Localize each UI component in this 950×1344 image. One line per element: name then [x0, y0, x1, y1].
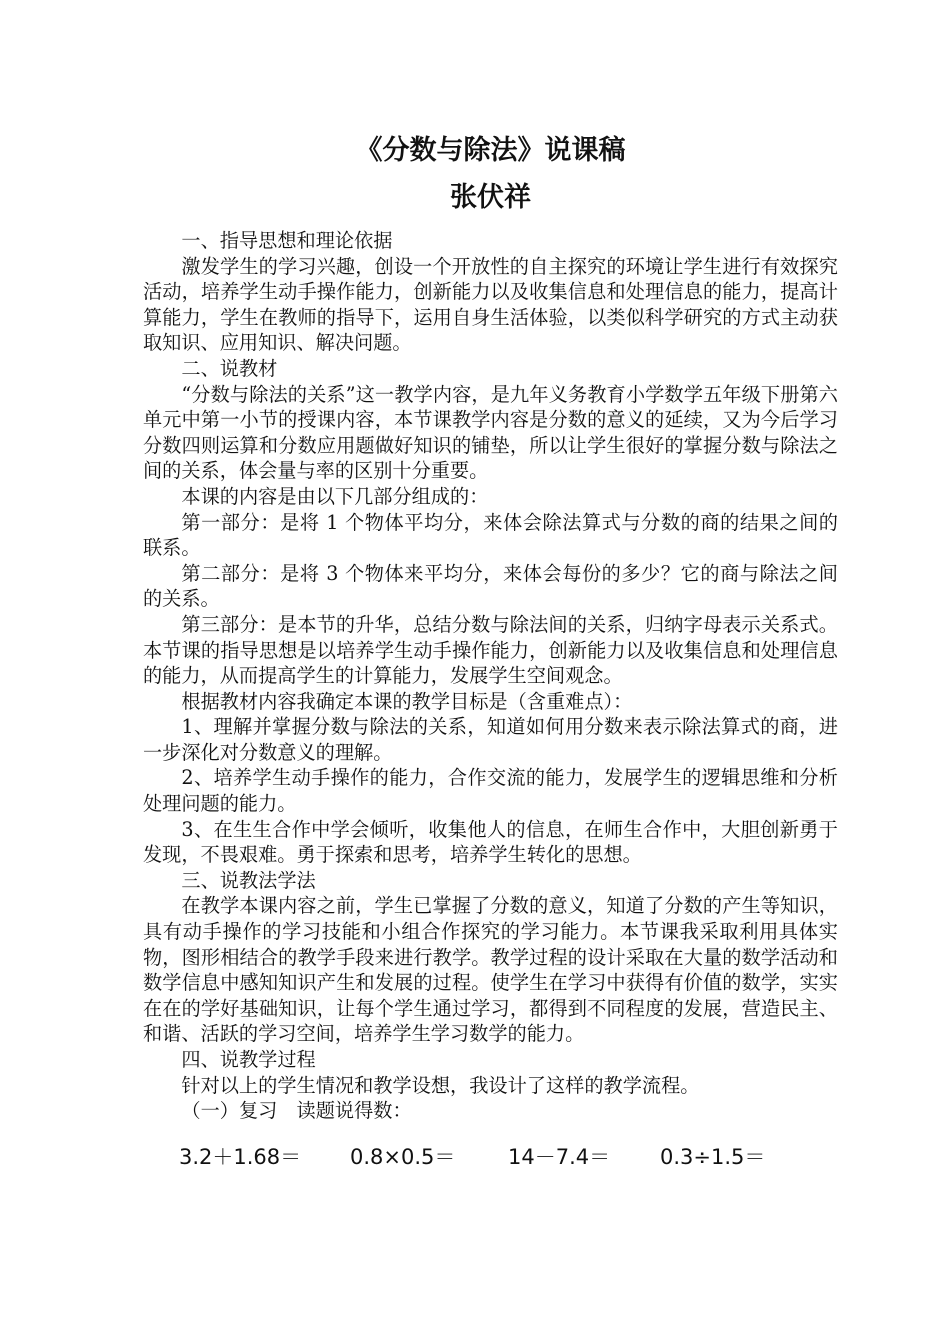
document-content	[143, 130, 838, 1172]
section-heading-guiding-ideas: 一、指导思想和理论依据	[181, 229, 393, 252]
paragraph-textbook-intro: “分数与除法的关系”这一教学内容，是九年义务教育小学数学五年级下册第六单元中第一小节的授课内容，本节课教学内容是分数的意义的延续，又为今后学习分数四则运算和分数应用题做好知识的铺垫，所以让学生很好的掌握分数与除法之间的关系，体会量与率的区别十分重要。	[143, 382, 838, 483]
section-heading-textbook: 二、说教材	[181, 356, 278, 380]
document-body	[143, 228, 838, 1124]
paragraph-part-one: 第一部分：是将 1 个物体平均分，来体会除法算式与分数的商的结果之间的联系。	[143, 510, 838, 560]
document-title: 《分数与除法》说课稿	[355, 135, 626, 166]
paragraph-process-intro: 针对以上的学生情况和教学设想，我设计了这样的教学流程。	[181, 1073, 700, 1097]
paragraph-goal-three: 3、在生生合作中学会倾听，收集他人的信息，在师生合作中，大胆创新勇于发现，不畏艰难。勇于探索和思考，培养学生转化的思想。	[143, 817, 838, 867]
paragraph-review: （一）复习 读题说得数：	[181, 1099, 412, 1123]
section-heading-methods: 三、说教法学法	[181, 868, 316, 892]
equation-item: 3.2＋1.68＝	[179, 1144, 302, 1169]
paragraph-part-two: 第二部分：是将 3 个物体来平均分，来体会每份的多少？它的商与除法之间的关系。	[143, 561, 838, 611]
equation-item: 0.8×0.5＝	[350, 1144, 456, 1169]
paragraph-goal-one: 1、理解并掌握分数与除法的关系，知道如何用分数来表示除法算式的商，进一步深化对分数意义的理解。	[143, 715, 838, 764]
equation-item: 0.3÷1.5＝	[660, 1144, 766, 1169]
paragraph-goals-intro: 根据教材内容我确定本课的教学目标是（含重难点）：	[181, 689, 633, 713]
paragraph-part-three: 第三部分：是本节的升华，总结分数与除法间的关系，归纳字母表示关系式。本节课的指导思想是以培养学生动手操作能力，创新能力以及收集信息和处理信息的能力，从而提高学生的计算能力，发展学生空间观念。	[143, 612, 838, 688]
paragraph-methods: 在教学本课内容之前，学生已掌握了分数的意义，知道了分数的产生等知识，具有动手操作的学习技能和小组合作探究的学习能力。本节课我采取利用具体实物，图形相结合的教学手段来进行教学。教学过程的设计采取在大量的数学活动和数学信息中感知知识产生和发展的过程。使学生在学习中获得有价值的数学，实实在在的学好基础知识，让每个学生通过学习，都得到不同程度的发展，营造民主、和谐、活跃的学习空间，培养学生学习数学的能力。	[143, 894, 838, 1046]
review-equations	[143, 1142, 838, 1172]
section-heading-process: 四、说教学过程	[181, 1048, 316, 1071]
paragraph-content-parts: 本课的内容是由以下几部分组成的：	[181, 484, 489, 508]
document-author: 张伏祥	[450, 182, 531, 213]
paragraph-goal-two: 2、培养学生动手操作的能力，合作交流的能力，发展学生的逻辑思维和分析处理问题的能力。	[143, 766, 838, 816]
paragraph-guiding-ideas: 激发学生的学习兴趣，创设一个开放性的自主探究的环境让学生进行有效探究活动，培养学生动手操作能力，创新能力以及收集信息和处理信息的能力，提高计算能力，学生在教师的指导下，运用自身生活体验，以类似科学研究的方式主动获取知识、应用知识、解决问题。	[143, 254, 838, 355]
equation-item: 14－7.4＝	[508, 1144, 611, 1169]
